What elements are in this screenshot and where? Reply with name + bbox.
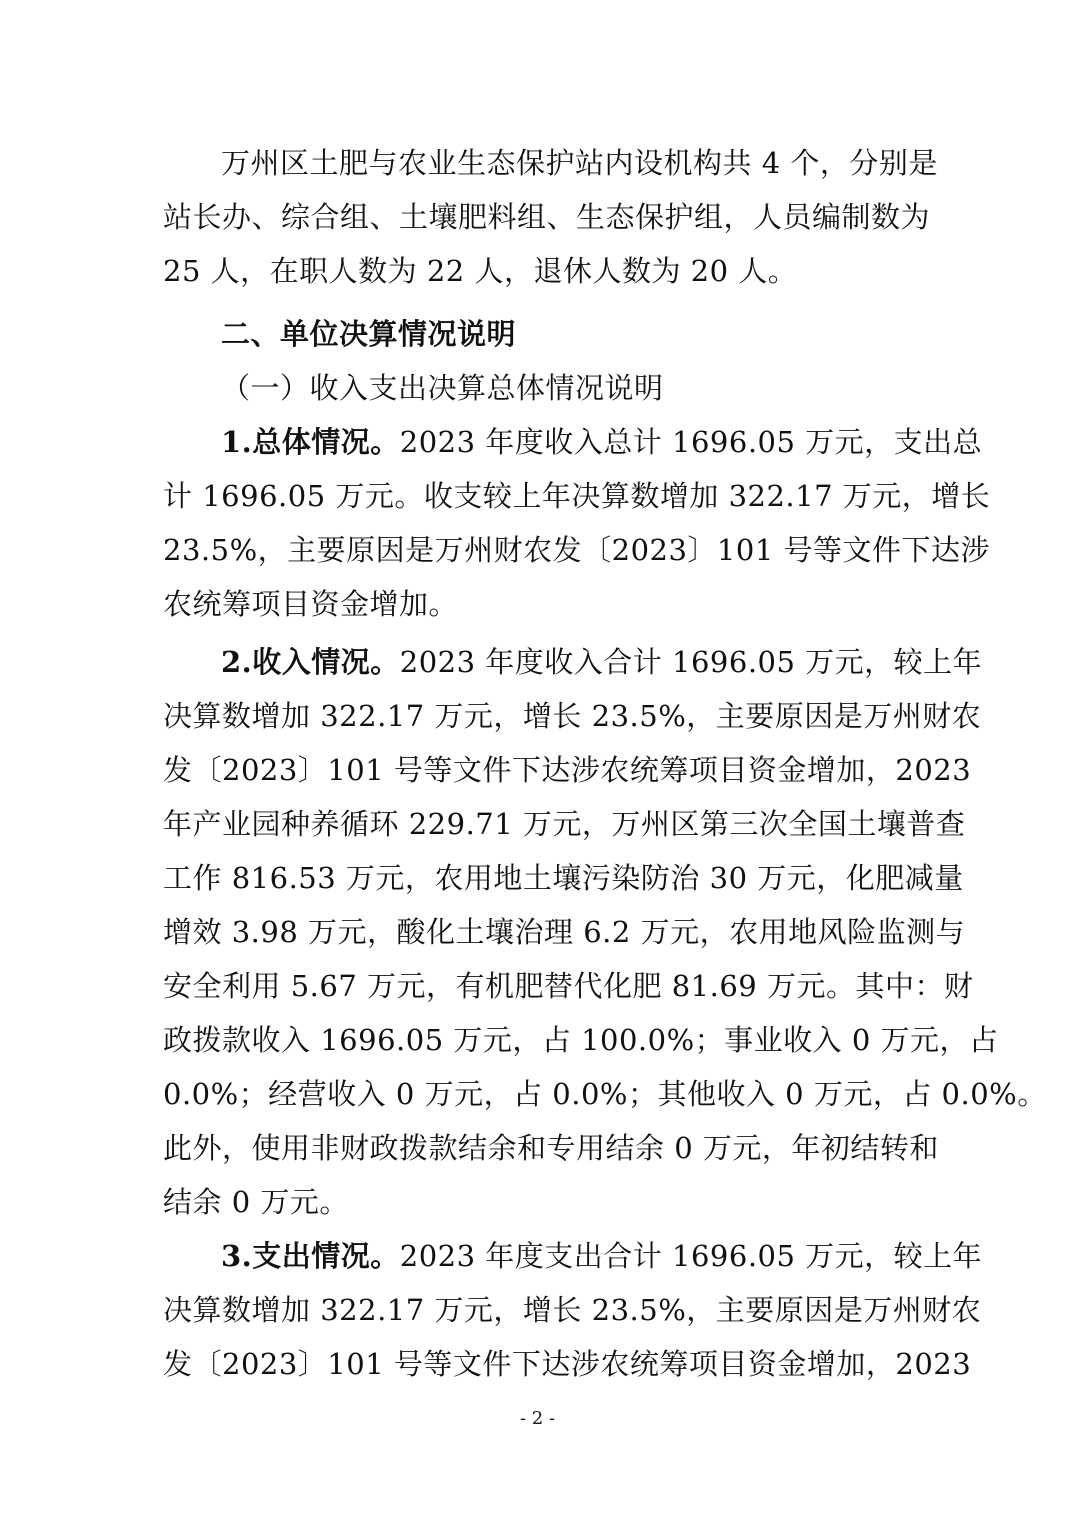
item2-line-1 (221, 635, 983, 689)
item2-line-2: 决算数增加 322.17 万元，增长 23.5%，主要原因是万州财农 (163, 699, 982, 733)
item2-line-8: 政拨款收入 1696.05 万元，占 100.0%；事业收入 0 万元，占 (163, 1023, 999, 1057)
item1-lead: 1.总体情况。 (221, 425, 400, 459)
item1-line-3: 23.5%，主要原因是万州财农发〔2023〕101 号等文件下达涉 (163, 533, 990, 567)
item2-line-6: 增效 3.98 万元，酸化土壤治理 6.2 万元，农用地风险监测与 (163, 915, 966, 949)
page-number: - 2 - (519, 1408, 556, 1429)
item3-line-2: 决算数增加 322.17 万元，增长 23.5%，主要原因是万州财农 (163, 1293, 982, 1327)
item3-line-1-rest: 2023 年度支出合计 1696.05 万元，较上年 (399, 1239, 983, 1273)
item1-line-2: 计 1696.05 万元。收支较上年决算数增加 322.17 万元，增长 (163, 479, 991, 513)
item2-line-11: 结余 0 万元。 (163, 1185, 349, 1219)
item2-line-9: 0.0%；经营收入 0 万元，占 0.0%；其他收入 0 万元，占 0.0%。 (163, 1077, 1047, 1111)
subsection-heading: （一）收入支出决算总体情况说明 (221, 371, 664, 405)
item3-lead: 3.支出情况。 (221, 1239, 400, 1273)
org-paragraph-line-3: 25 人，在职人数为 22 人，退休人数为 20 人。 (163, 254, 798, 288)
item2-line-7: 安全利用 5.67 万元，有机肥替代化肥 81.69 万元。其中：财 (163, 969, 974, 1003)
item3-line-1 (221, 1229, 983, 1283)
item1-line-1 (221, 415, 983, 469)
org-paragraph-line-1: 万州区土肥与农业生态保护站内设机构共 4 个，分别是 (221, 146, 938, 180)
org-paragraph-line-2: 站长办、综合组、土壤肥料组、生态保护组，人员编制数为 (163, 200, 931, 234)
item2-line-1-rest: 2023 年度收入合计 1696.05 万元，较上年 (399, 645, 983, 679)
item2-line-5: 工作 816.53 万元，农用地土壤污染防治 30 万元，化肥减量 (163, 861, 964, 895)
item2-lead: 2.收入情况。 (221, 645, 400, 679)
item2-line-10: 此外，使用非财政拨款结余和专用结余 0 万元，年初结转和 (163, 1131, 939, 1165)
section-heading: 二、单位决算情况说明 (221, 317, 517, 351)
item3-line-3: 发〔2023〕101 号等文件下达涉农统筹项目资金增加，2023 (163, 1347, 972, 1381)
item2-line-3: 发〔2023〕101 号等文件下达涉农统筹项目资金增加，2023 (163, 753, 972, 787)
item1-line-4: 农统筹项目资金增加。 (163, 587, 459, 621)
item1-line-1-rest: 2023 年度收入总计 1696.05 万元，支出总 (399, 425, 983, 459)
item2-line-4: 年产业园种养循环 229.71 万元，万州区第三次全国土壤普查 (163, 807, 966, 841)
